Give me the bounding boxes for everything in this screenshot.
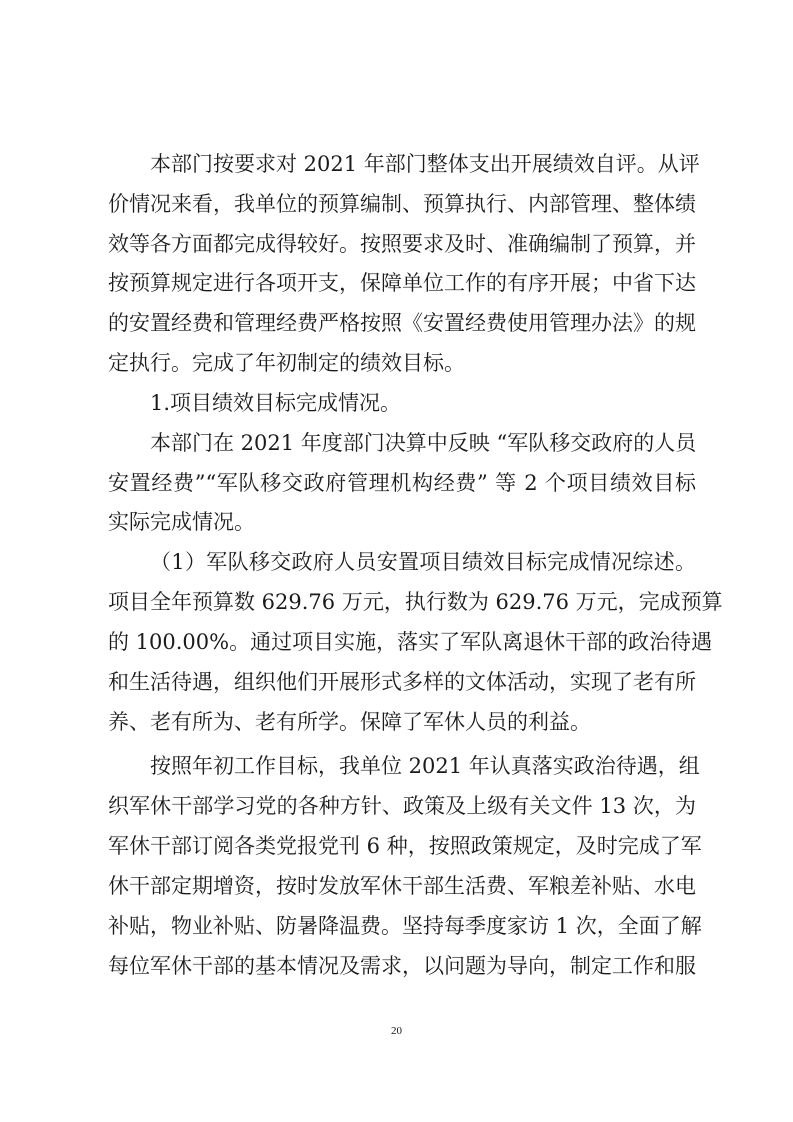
subsection-heading: （1）军队移交政府人员安置项目绩效目标完成情况综述。 — [150, 550, 696, 574]
paragraph-line: 织军休干部学习党的各种方针、政策及上级有关文件 13 次，为 — [108, 794, 696, 818]
paragraph-line: 效等各方面都完成得较好。按照要求及时、准确编制了预算，并 — [108, 232, 696, 256]
paragraph-line: 的 100.00%。通过项目实施，落实了军队离退休干部的政治待遇 — [108, 630, 713, 654]
section-heading: 1.项目绩效目标完成情况。 — [150, 391, 402, 415]
paragraph-line: 定执行。完成了年初制定的绩效目标。 — [108, 351, 465, 375]
paragraph-line: 项目全年预算数 629.76 万元，执行数为 629.76 万元，完成预算 — [108, 590, 723, 614]
paragraph-line: 本部门按要求对 2021 年部门整体支出开展绩效自评。从评 — [150, 152, 700, 176]
paragraph-line: 本部门在 2021 年度部门决算中反映 “军队移交政府的人员 — [150, 431, 697, 455]
paragraph-line: 养、老有所为、老有所学。保障了军休人员的利益。 — [108, 710, 591, 734]
paragraph-line: 安置经费”“军队移交政府管理机构经费” 等 2 个项目绩效目标 — [108, 471, 696, 495]
paragraph-line: 每位军休干部的基本情况及需求，以问题为导向，制定工作和服 — [108, 954, 696, 978]
paragraph-line: 实际完成情况。 — [108, 510, 255, 534]
paragraph-line: 价情况来看，我单位的预算编制、预算执行、内部管理、整体绩 — [108, 192, 696, 216]
page-number: 20 — [391, 1025, 402, 1037]
paragraph-line: 和生活待遇，组织他们开展形式多样的文体活动，实现了老有所 — [108, 670, 696, 694]
paragraph-line: 的安置经费和管理经费严格按照《安置经费使用管理办法》的规 — [108, 311, 696, 335]
paragraph-line: 补贴，物业补贴、防暑降温费。坚持每季度家访 1 次，全面了解 — [108, 914, 702, 938]
paragraph-line: 军休干部订阅各类党报党刊 6 种，按照政策规定，及时完成了军 — [108, 834, 702, 858]
paragraph-line: 按预算规定进行各项开支，保障单位工作的有序开展；中省下达 — [108, 271, 696, 295]
paragraph-line: 按照年初工作目标，我单位 2021 年认真落实政治待遇，组 — [150, 754, 700, 778]
paragraph-line: 休干部定期增资，按时发放军休干部生活费、军粮差补贴、水电 — [108, 874, 696, 898]
